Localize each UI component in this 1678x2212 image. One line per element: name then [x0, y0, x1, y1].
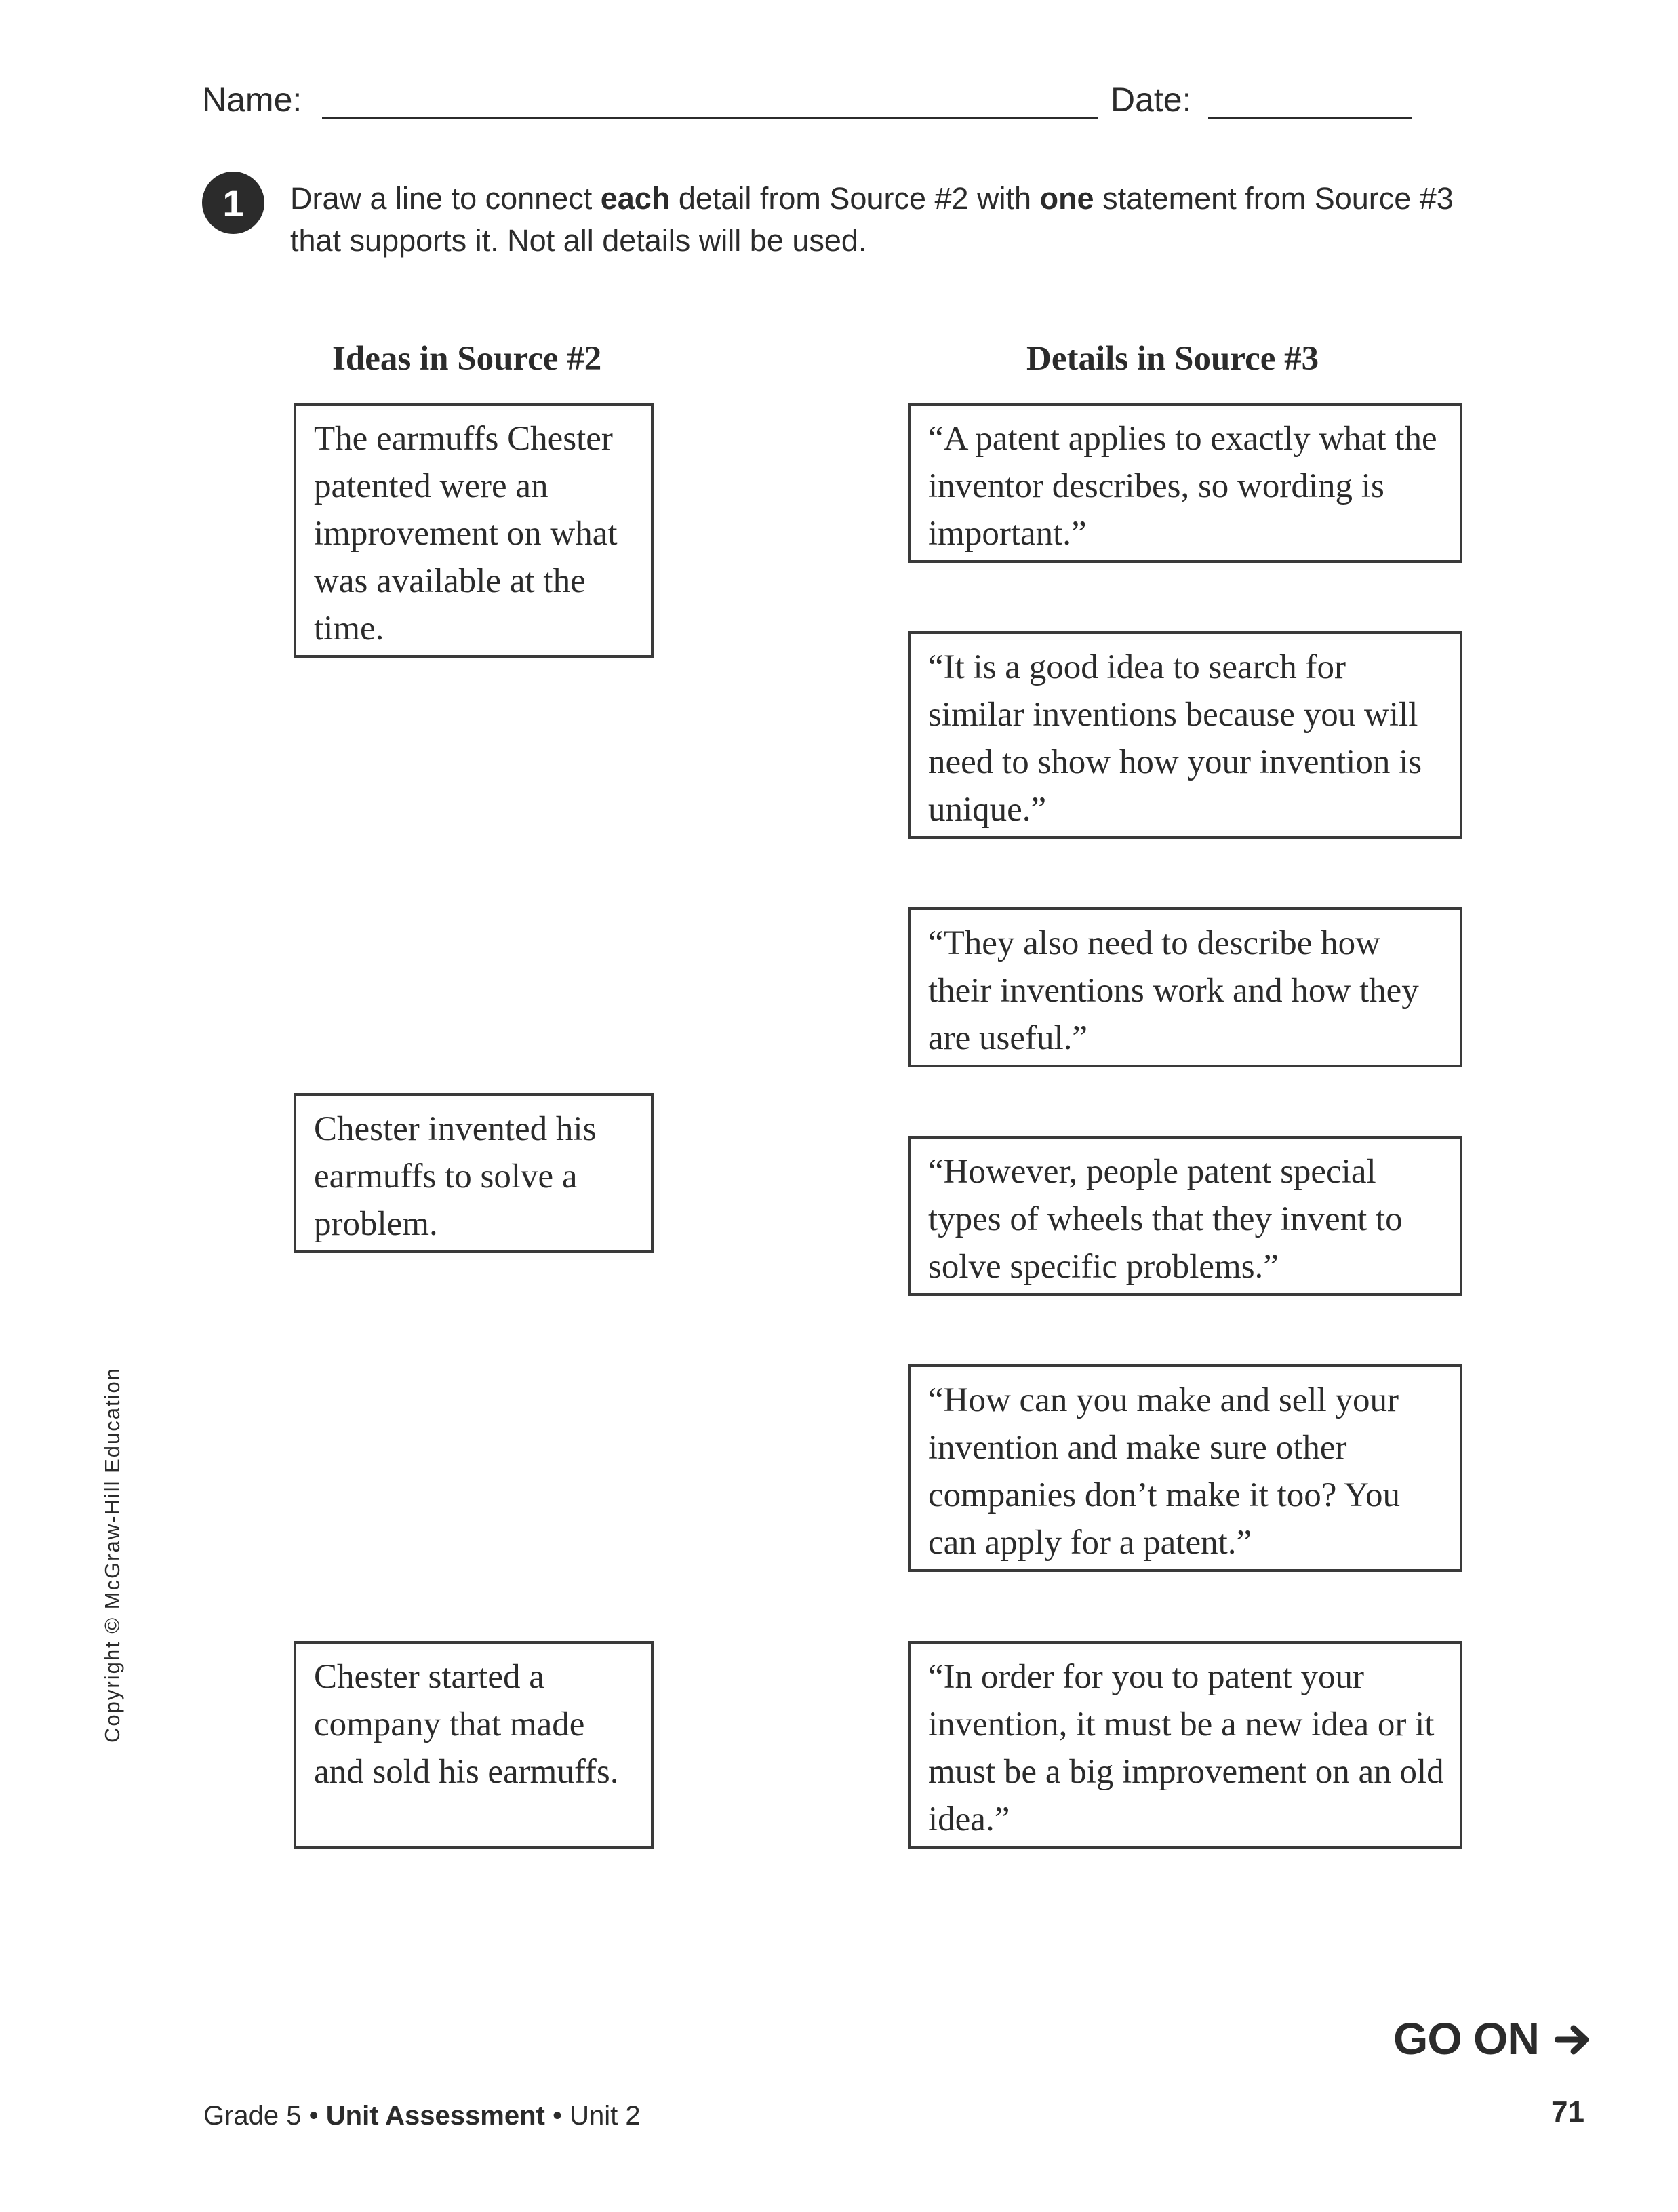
arrow-right-icon	[1555, 2024, 1593, 2055]
detail-box-3[interactable]: “They also need to describe how their inventions work and how they are useful.”	[908, 907, 1462, 1067]
idea-box-1[interactable]: The earmuffs Chester patented were an improvement on what was available at the time.	[294, 403, 654, 658]
footer-info: Grade 5 • Unit Assessment • Unit 2	[203, 2101, 641, 2131]
date-field[interactable]	[1208, 117, 1412, 119]
idea-box-2[interactable]: Chester invented his earmuffs to solve a problem.	[294, 1093, 654, 1253]
detail-box-2[interactable]: “It is a good idea to search for similar inventions because you will need to show how your invention is unique.”	[908, 631, 1462, 839]
left-column-heading: Ideas in Source #2	[332, 340, 602, 378]
page-number: 71	[1551, 2095, 1584, 2129]
right-column-heading: Details in Source #3	[1026, 340, 1319, 378]
question-instruction: Draw a line to connect each detail from Source #2 with one statement from Source #3 that supports it. Not all details will be used.	[290, 181, 1454, 258]
question-number-badge: 1	[202, 172, 264, 234]
idea-box-3[interactable]: Chester started a company that made and sold his earmuffs.	[294, 1641, 654, 1849]
name-label: Name:	[202, 81, 302, 119]
date-label: Date:	[1111, 81, 1192, 119]
detail-box-4[interactable]: “However, people patent special types of wheels that they invent to solve specific problems.”	[908, 1136, 1462, 1296]
go-on-indicator: GO ON	[1393, 2013, 1593, 2064]
detail-box-5[interactable]: “How can you make and sell your invention and make sure other companies don’t make it too? You can apply for a patent.”	[908, 1364, 1462, 1572]
copyright-notice: Copyright © McGraw-Hill Education	[100, 1367, 124, 1743]
name-field[interactable]	[322, 117, 1098, 119]
detail-box-1[interactable]: “A patent applies to exactly what the inventor describes, so wording is important.”	[908, 403, 1462, 563]
detail-box-6[interactable]: “In order for you to patent your invention, it must be a new idea or it must be a big improvement on an old idea.”	[908, 1641, 1462, 1849]
